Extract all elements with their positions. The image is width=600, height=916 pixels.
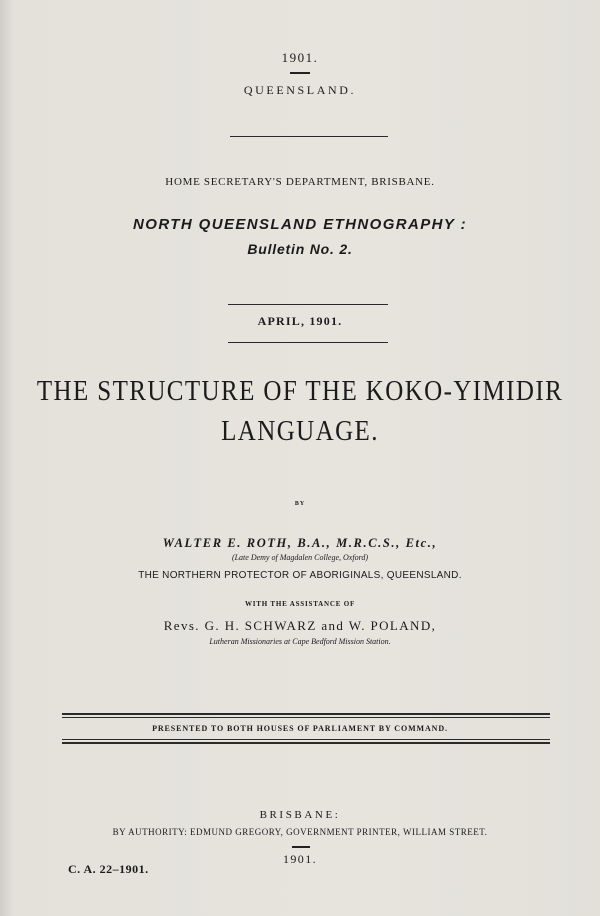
rule-presented-bottom-thin	[62, 739, 550, 740]
title-line-1: THE STRUCTURE OF THE KOKO-YIMIDIR	[36, 376, 564, 407]
imprint-dash	[292, 846, 310, 848]
series-name: NORTH QUEENSLAND ETHNOGRAPHY :	[133, 216, 467, 233]
bulletin-number: Bulletin No. 2.	[247, 241, 353, 257]
rule-presented-top-thick	[62, 713, 550, 715]
document-reference: C. A. 22–1901.	[68, 862, 149, 876]
imprint-authority: BY AUTHORITY: EDMUND GREGORY, GOVERNMENT PRINTER, WILLIAM STREET.	[112, 827, 488, 837]
divider-date-top	[228, 304, 388, 305]
divider-top	[230, 136, 388, 137]
title-line-2: LANGUAGE.	[221, 416, 379, 447]
header-year: 1901.	[281, 50, 319, 65]
author-position: THE NORTHERN PROTECTOR OF ABORIGINALS, QUEENSLAND.	[138, 570, 462, 581]
author-name: WALTER E. ROTH, B.A., M.R.C.S., Etc.,	[162, 536, 438, 550]
by-label: BY	[294, 501, 306, 507]
publication-date: APRIL, 1901.	[257, 314, 343, 328]
presented-note: PRESENTED TO BOTH HOUSES OF PARLIAMENT BY COMMAND.	[152, 724, 448, 733]
assistance-label: WITH THE ASSISTANCE OF	[244, 600, 356, 608]
imprint-year: 1901.	[283, 852, 317, 866]
assistants-note: Lutheran Missionaries at Cape Bedford Mission Station.	[209, 637, 391, 646]
assistants: Revs. G. H. SCHWARZ and W. POLAND,	[163, 618, 437, 633]
header-state: QUEENSLAND.	[243, 83, 357, 97]
rule-presented-top-thin	[62, 717, 550, 718]
header-dash	[290, 72, 310, 74]
imprint-city: BRISBANE:	[259, 809, 341, 821]
rule-presented-bottom-thick	[62, 742, 550, 744]
divider-date-bottom	[228, 342, 388, 343]
author-note: (Late Demy of Magdalen College, Oxford)	[231, 553, 369, 562]
department: HOME SECRETARY'S DEPARTMENT, BRISBANE.	[165, 176, 435, 188]
